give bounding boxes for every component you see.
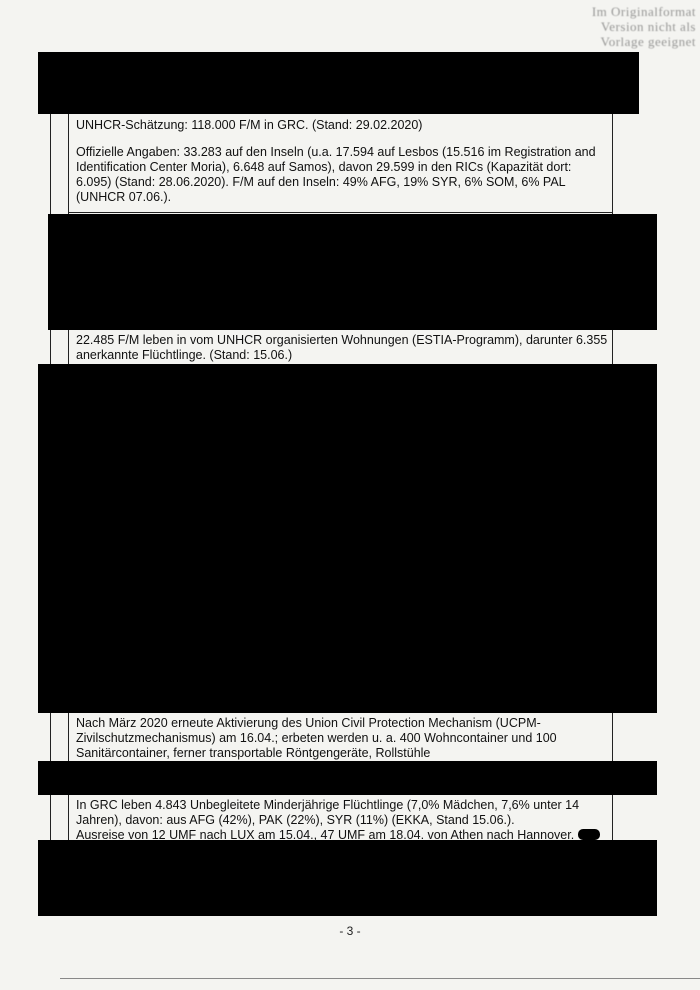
table-right-border (612, 114, 613, 214)
stamp-line-3: Vorlage geeignet (600, 34, 696, 49)
ucpm-paragraph (76, 716, 608, 776)
umf-block (76, 798, 608, 843)
table-inner-border-3 (68, 713, 69, 761)
umf-departure-paragraph (76, 828, 608, 843)
estia-block (76, 333, 608, 363)
redaction-block-3 (38, 364, 657, 713)
classification-stamp (548, 4, 696, 49)
redaction-block-1 (38, 52, 639, 114)
ucpm-text: Nach März 2020 erneute Aktivierung des Union Civil Protection Mechanism (UCPM- Zivilschutzmechanismus) am 16.04.; erbeten werden u. a. 400 Wohncontainer und 100 Sanitärcontainer, ferner transportable Röntgengeräte, Rollstühle (76, 716, 557, 760)
table-left-border-3 (50, 713, 51, 761)
stamp-line-1: Im Originalformat (591, 4, 696, 19)
stamp-line-2: Version nicht als (600, 19, 696, 34)
redaction-block-2 (48, 214, 657, 330)
table-right-border-3 (612, 713, 613, 761)
official-figures-text: Offizielle Angaben: 33.283 auf den Inseln (u.a. 17.594 auf Lesbos (15.516 im Registration and Identification Center Moria), 6.648 auf Samos), davon 29.599 in den RICs (Kapazität dort: 6.095) (Stand: 28.06.2020). F/M auf den Inseln: 49% AFG, 19% SYR, 6% SOM, 6% PAL (UNHCR 07.06.). (76, 145, 596, 204)
footer-rule (60, 978, 700, 979)
umf-count-text: In GRC leben 4.843 Unbegleitete Minderjährige Flüchtlinge (7,0% Mädchen, 7,6% unter 14 Jahren), davon: aus AFG (42%), PAK (22%), SYR (11%) (EKKA, Stand 15.06.). (76, 798, 580, 827)
inline-redaction-1 (76, 762, 356, 773)
redaction-block-5 (38, 840, 657, 916)
table-row-divider (68, 212, 613, 213)
page-number: - 3 - (339, 924, 361, 938)
umf-departure-text: Ausreise von 12 UMF nach LUX am 15.04., 47 UMF am 18.04. von Athen nach Hannover. (76, 828, 575, 842)
unhcr-estimate-block (76, 118, 608, 133)
official-figures-block (76, 145, 608, 205)
table-left-border (50, 114, 51, 214)
inline-redaction-2 (578, 829, 600, 840)
table-inner-border-2 (68, 330, 69, 364)
table-right-border-2 (612, 330, 613, 364)
unhcr-estimate-text: UNHCR-Schätzung: 118.000 F/M in GRC. (Stand: 29.02.2020) (76, 118, 423, 132)
table-left-border-2 (50, 330, 51, 364)
table-left-border-4 (50, 795, 51, 840)
table-right-border-4 (612, 795, 613, 840)
ucpm-block (76, 716, 608, 776)
estia-text: 22.485 F/M leben in vom UNHCR organisierten Wohnungen (ESTIA-Programm), darunter 6.355 anerkannte Flüchtlinge. (Stand: 15.06.) (76, 333, 608, 362)
table-inner-border-4 (68, 795, 69, 840)
table-inner-border (68, 114, 69, 214)
